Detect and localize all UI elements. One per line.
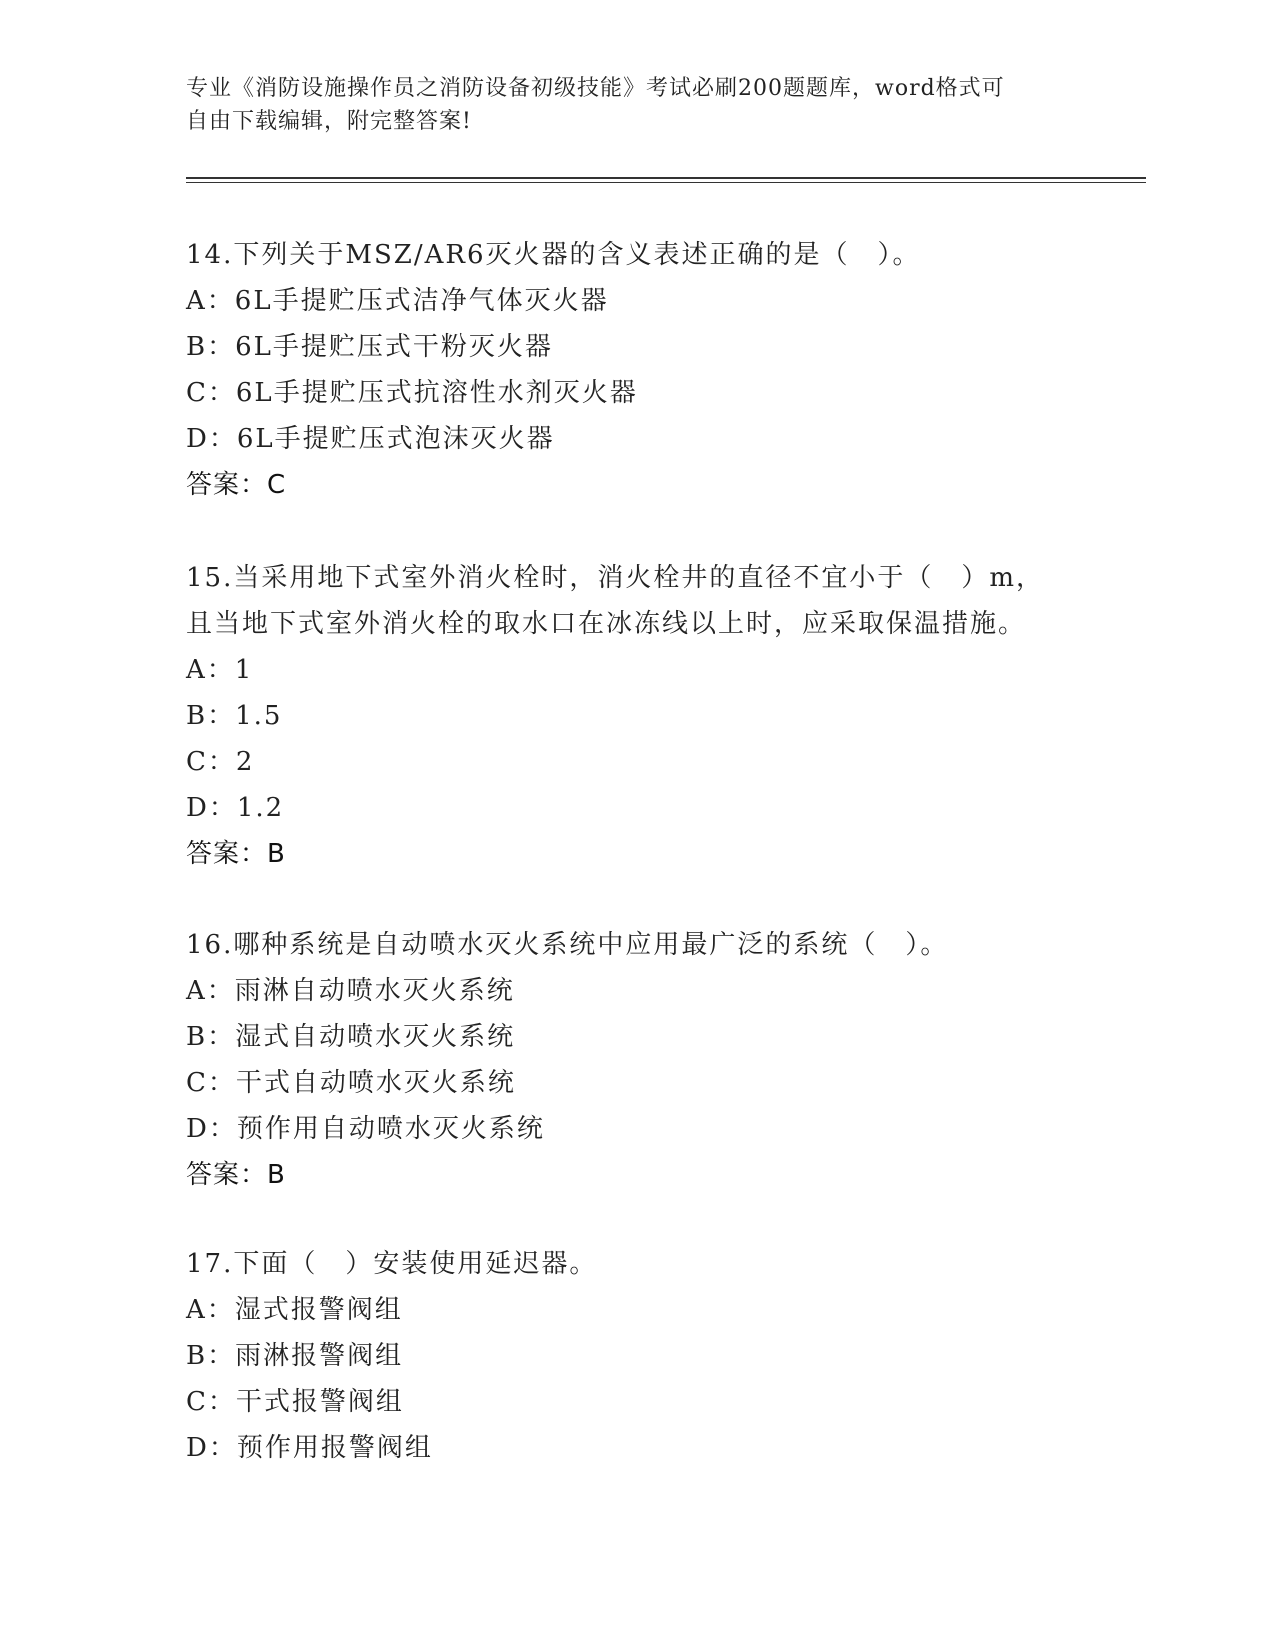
- header-line-1: 专业《消防设施操作员之消防设备初级技能》考试必刷200题题库，word格式可: [186, 76, 1005, 101]
- question-15: [186, 555, 1086, 877]
- option-b: B：湿式自动喷水灭火系统: [186, 1022, 516, 1052]
- option-d: D：预作用自动喷水灭火系统: [186, 1114, 545, 1144]
- question-16: [186, 922, 1086, 1198]
- option-a: A：6L手提贮压式洁净气体灭火器: [186, 286, 609, 316]
- option-d: D：预作用报警阀组: [186, 1433, 433, 1463]
- answer-line: 答案：B: [186, 1160, 286, 1190]
- option-c: C：干式自动喷水灭火系统: [186, 1068, 516, 1098]
- question-stem: 14.下列关于MSZ/AR6灭火器的含义表述正确的是（ ）。: [186, 240, 921, 270]
- header-divider-thin: [186, 182, 1146, 183]
- option-c: C：6L手提贮压式抗溶性水剂灭火器: [186, 378, 638, 408]
- option-a: A：雨淋自动喷水灭火系统: [186, 976, 515, 1006]
- option-c: C：2: [186, 747, 255, 777]
- question-stem: 15.当采用地下式室外消火栓时，消火栓井的直径不宜小于（ ）m，: [186, 563, 1045, 593]
- answer-line: 答案：C: [186, 470, 287, 500]
- option-b: B：1.5: [186, 701, 283, 731]
- option-d: D：6L手提贮压式泡沫灭火器: [186, 424, 555, 454]
- question-14: [186, 232, 1086, 508]
- option-b: B：雨淋报警阀组: [186, 1341, 404, 1371]
- header-divider-thick: [186, 177, 1146, 179]
- document-header: [186, 72, 1086, 138]
- option-a: A：1: [186, 655, 254, 685]
- answer-line: 答案：B: [186, 839, 286, 869]
- option-d: D：1.2: [186, 793, 285, 823]
- question-stem-continued: 且当地下式室外消火栓的取水口在冰冻线以上时，应采取保温措施。: [186, 609, 1027, 639]
- question-17: [186, 1241, 1086, 1471]
- option-a: A：湿式报警阀组: [186, 1295, 403, 1325]
- header-line-2: 自由下载编辑，附完整答案!: [186, 109, 472, 134]
- question-stem: 17.下面（ ）安装使用延迟器。: [186, 1249, 598, 1279]
- question-stem: 16.哪种系统是自动喷水灭火系统中应用最广泛的系统（ ）。: [186, 930, 949, 960]
- option-b: B：6L手提贮压式干粉灭火器: [186, 332, 553, 362]
- option-c: C：干式报警阀组: [186, 1387, 404, 1417]
